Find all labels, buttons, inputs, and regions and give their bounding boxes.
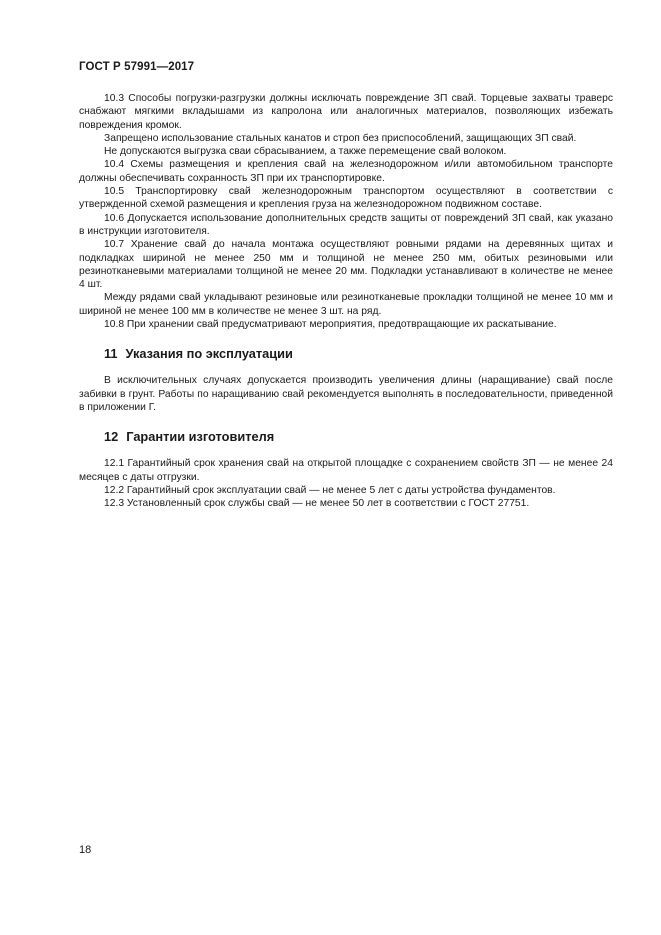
paragraph-10-8: 10.8 При хранении свай предусматривают мероприятия, предотвращающие их раскатывание. [104, 319, 557, 331]
section-11-number: 11 [104, 346, 118, 362]
paragraph-12-2: 12.2 Гарантийный срок эксплуатации свай — не менее 5 лет с даты устройства фундаментов. [104, 484, 556, 496]
paragraph-10-6: 10.6 Допускается использование дополнительных средств защиты от повреждений ЗП свай, как указано в инструкции изготовителя. [79, 212, 613, 237]
paragraph-12-1: 12.1 Гарантийный срок хранения свай на открытой площадке с сохранением свойств ЗП — не менее 24 месяцев с даты отгрузки. [79, 458, 613, 483]
paragraph-10-3-note-1: Запрещено использование стальных канатов и строп без приспособлений, защищающих ЗП свай. [104, 132, 577, 144]
paragraph-10-4: 10.4 Схемы размещения и крепления свай на железнодорожном и/или автомобильном транспорте должны обеспечивать сохранность ЗП при их транспортировке. [79, 159, 613, 184]
page-number: 18 [79, 844, 92, 856]
document-header: ГОСТ Р 57991—2017 [79, 61, 195, 73]
section-11-title: Указания по эксплуатации [125, 346, 293, 362]
paragraph-10-7-note: Между рядами свай укладывают резиновые или резинотканевые прокладки толщиной не менее 10 мм и шириной не менее 100 мм в количестве не менее 3 шт. на ряд. [79, 292, 613, 317]
paragraph-10-3-note-2: Не допускаются выгрузка сваи сбрасыванием, а также перемещение свай волоком. [104, 146, 507, 158]
document-body [79, 92, 613, 510]
paragraph-11: В исключительных случаях допускается производить увеличения длины (наращивание) свай после забивки в грунт. Работы по наращиванию свай рекомендуется выполнять в последовательности, приведенной в приложении Г. [79, 375, 613, 413]
section-11-heading [79, 346, 613, 361]
section-12-heading [79, 429, 613, 444]
section-12-title: Гарантии изготовителя [126, 429, 275, 445]
paragraph-12-3: 12.3 Установленный срок службы свай — не менее 50 лет в соответствии с ГОСТ 27751. [104, 498, 530, 510]
section-12-number: 12 [104, 429, 119, 445]
paragraph-10-7: 10.7 Хранение свай до начала монтажа осуществляют ровными рядами на деревянных щитах и подкладках шириной не менее 250 мм и толщиной не менее 250 мм, обитых резиновыми или резинотканевыми материалами толщиной не менее 20 мм. Подкладки устанавливают в количестве не менее 4 шт. [79, 239, 613, 291]
paragraph-10-5: 10.5 Транспортировку свай железнодорожным транспортом осуществляют в соответствии с утвержденной схемой размещения и крепления груза на железнодорожном подвижном составе. [79, 186, 613, 211]
paragraph-10-3: 10.3 Способы погрузки-разгрузки должны исключать повреждение ЗП свай. Торцевые захваты траверс снабжают мягкими вкладышами из капролона или аналогичных материалов, позволяющих избежать повреждения кромок. [79, 93, 613, 131]
